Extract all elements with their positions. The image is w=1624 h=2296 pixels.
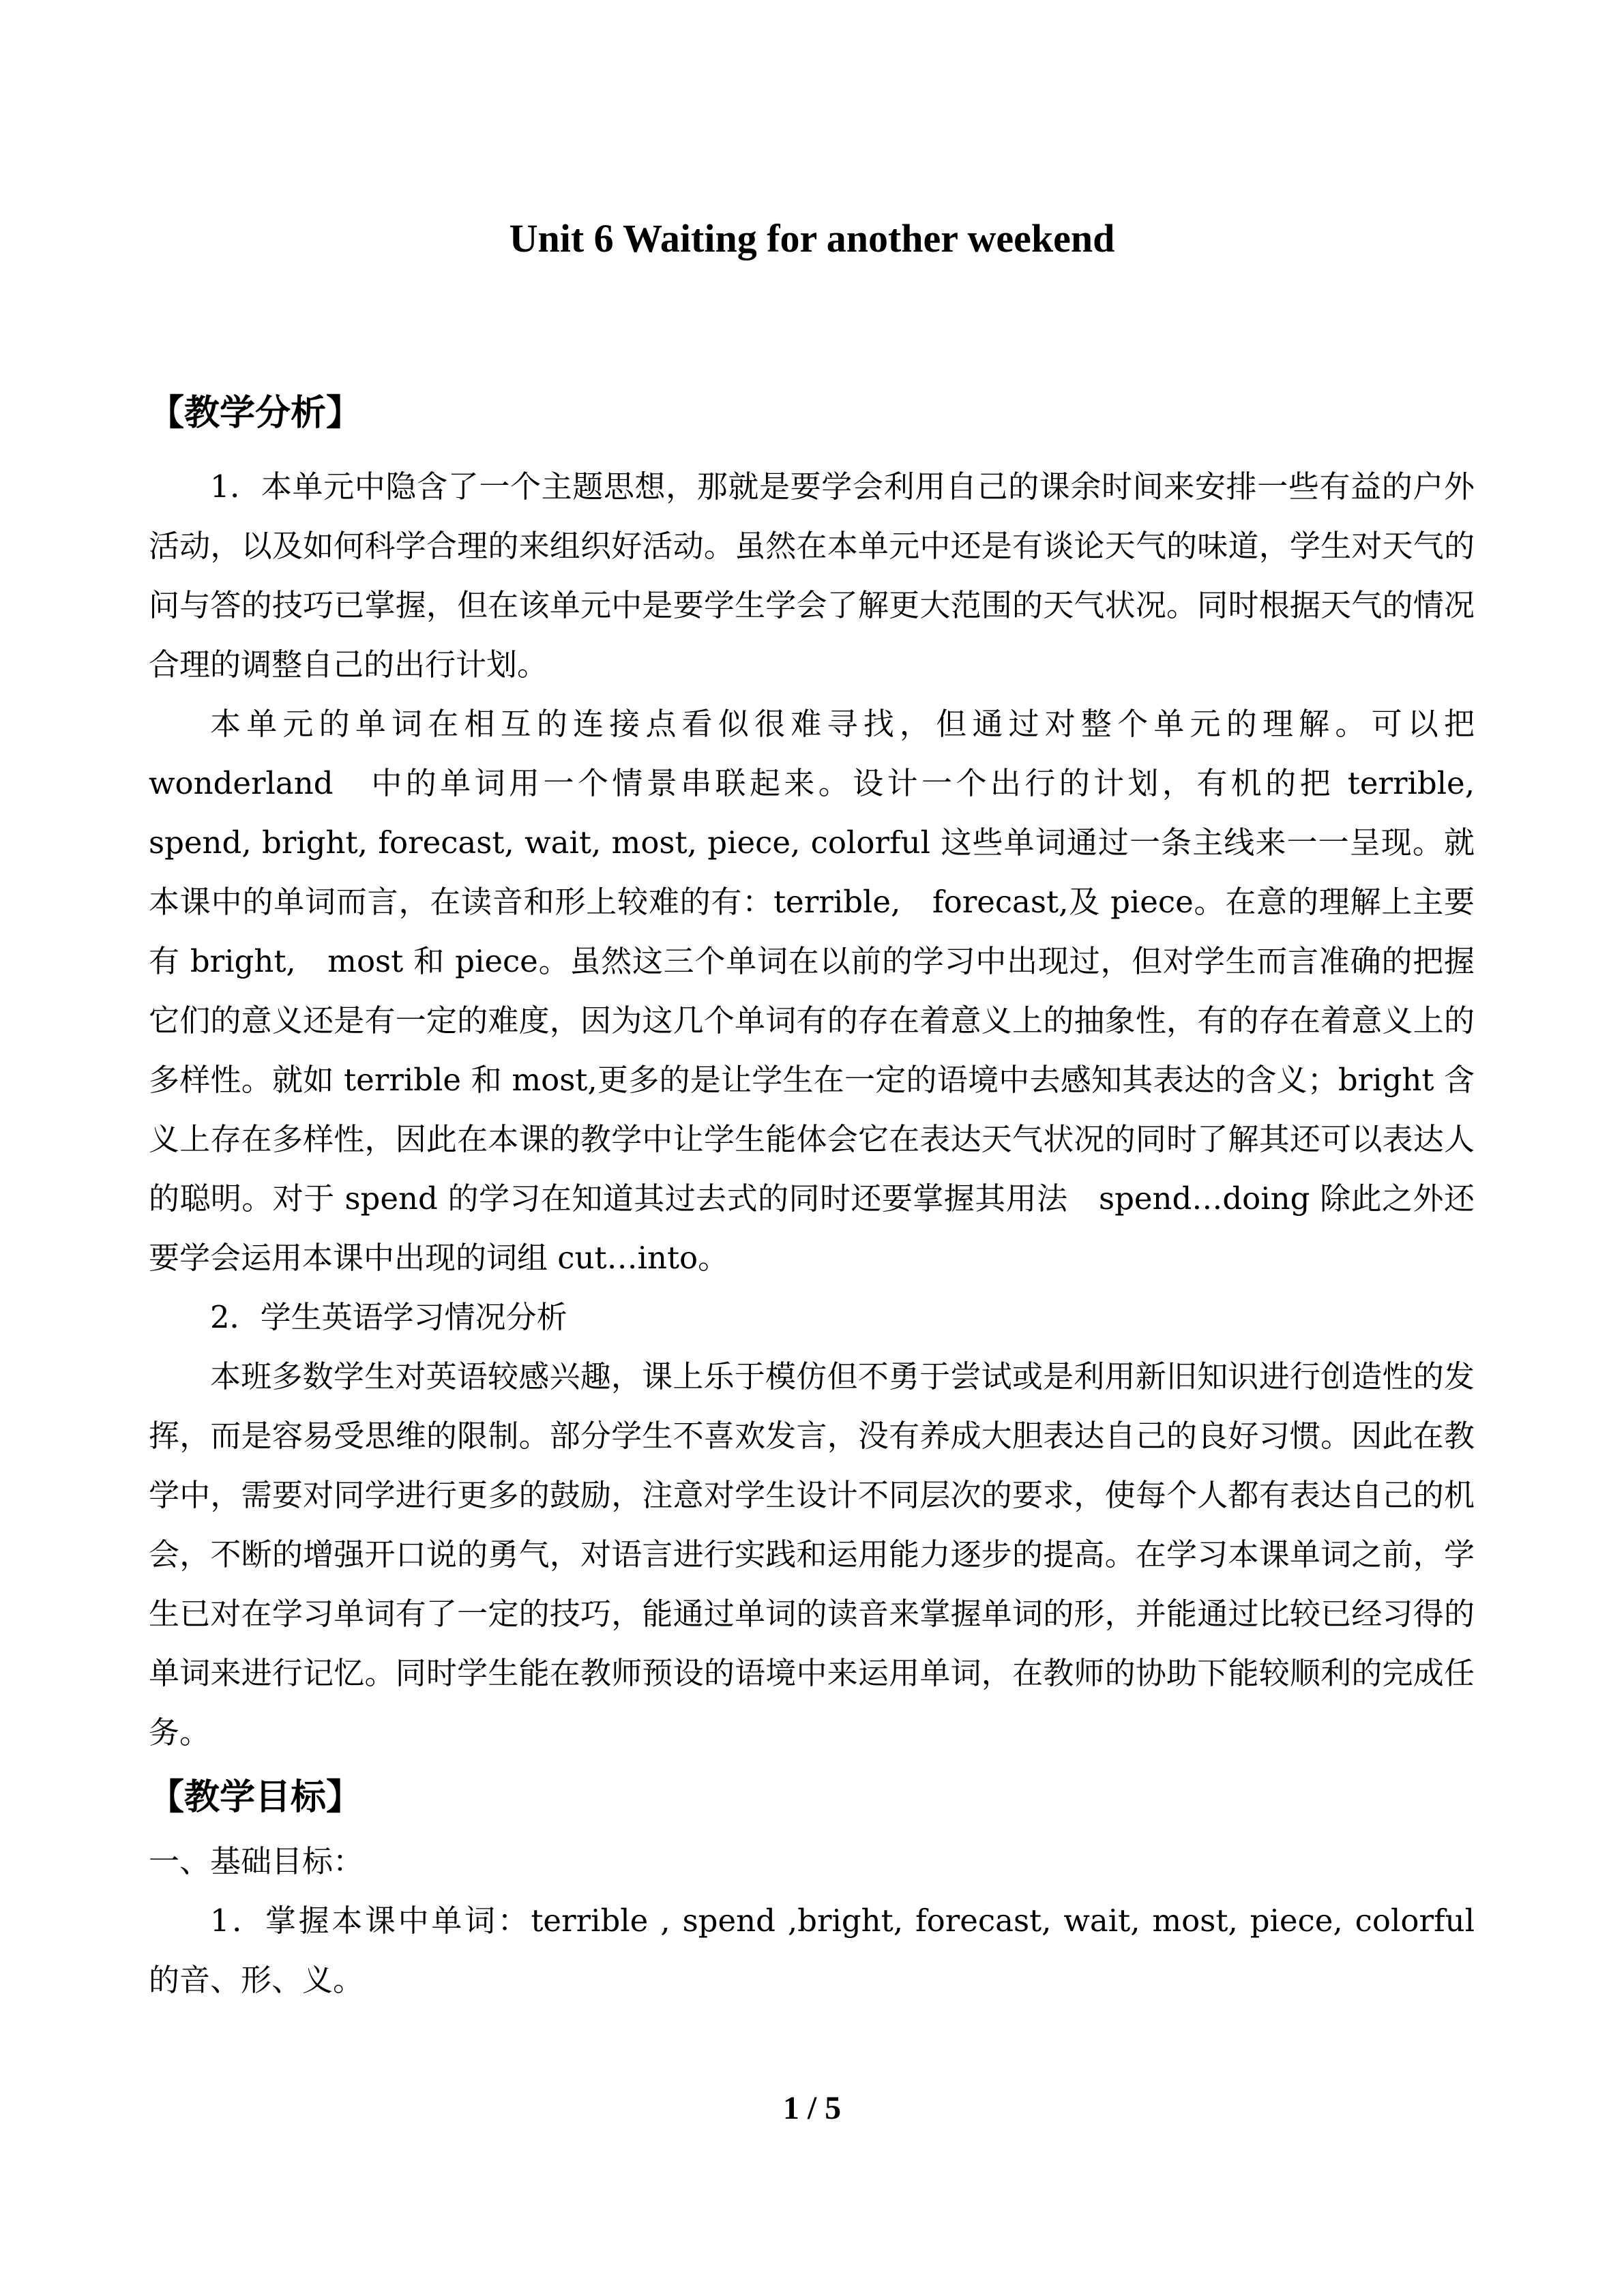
page-number: 1 / 5 <box>782 2090 842 2126</box>
section-heading-goals: 【教学目标】 <box>149 1776 362 1818</box>
document-body <box>149 379 1506 2010</box>
paragraph-analysis-2: 本单元的单词在相互的连接点看似很难寻找，但通过对整个单元的理解。可以把 wonderland 中的单词用一个情景串联起来。设计一个出行的计划，有机的把 terrible, spend, bright, forecast, wait, most, piece, colorful 这些单词通过一条主线来一一呈现。就本课中的单词而言，在读音和形上较难的有：terrible, forecast,及 piece。在意的理解上主要有 bright, most 和 piece。虽然这三个单词在以前的学习中出现过，但对学生而言准确的把握它们的意义还是有一定的难度，因为这几个单词有的存在着意义上的抽象性，有的存在着意义上的多样性。就如 terrible 和 most,更多的是让学生在一定的语境中去感知其表达的含义；bright 含义上存在多样性，因此在本课的教学中让学生能体会它在表达天气状况的同时了解其还可以表达人的聪明。对于 spend 的学习在知道其过去式的同时还要掌握其用法 spend…doing 除此之外还要学会运用本课中出现的词组 cut…into。 <box>149 706 1506 1276</box>
goals-item-1: 1．掌握本课中单词：terrible , spend ,bright, forecast, wait, most, piece, colorful 的音、形、义。 <box>149 1903 1506 1998</box>
section-heading-analysis: 【教学分析】 <box>149 392 362 434</box>
goals-subheading: 一、基础目标： <box>149 1843 364 1879</box>
document-title: Unit 6 Waiting for another weekend <box>509 216 1115 260</box>
paragraph-analysis-4: 本班多数学生对英语较感兴趣，课上乐于模仿但不勇于尝试或是利用新旧知识进行创造性的发挥，而是容易受思维的限制。部分学生不喜欢发言，没有养成大胆表达自己的良好习惯。因此在教学中，需要对同学进行更多的鼓励，注意对学生设计不同层次的要求，使每个人都有表达自己的机会，不断的增强开口说的勇气，对语言进行实践和运用能力逐步的提高。在学习本课单词之前，学生已对在学习单词有了一定的技巧，能通过单词的读音来掌握单词的形，并能通过比较已经习得的单词来进行记忆。同时学生能在教师预设的语境中来运用单词，在教师的协助下能较顺利的完成任务。 <box>149 1358 1475 1750</box>
paragraph-analysis-1: 1．本单元中隐含了一个主题思想，那就是要学会利用自己的课余时间来安排一些有益的户外活动，以及如何科学合理的来组织好活动。虽然在本单元中还是有谈论天气的味道，学生对天气的问与答的技巧已掌握，但在该单元中是要学生学会了解更大范围的天气状况。同时根据天气的情况合理的调整自己的出行计划。 <box>149 468 1475 683</box>
paragraph-analysis-3: 2．学生英语学习情况分析 <box>210 1299 567 1335</box>
